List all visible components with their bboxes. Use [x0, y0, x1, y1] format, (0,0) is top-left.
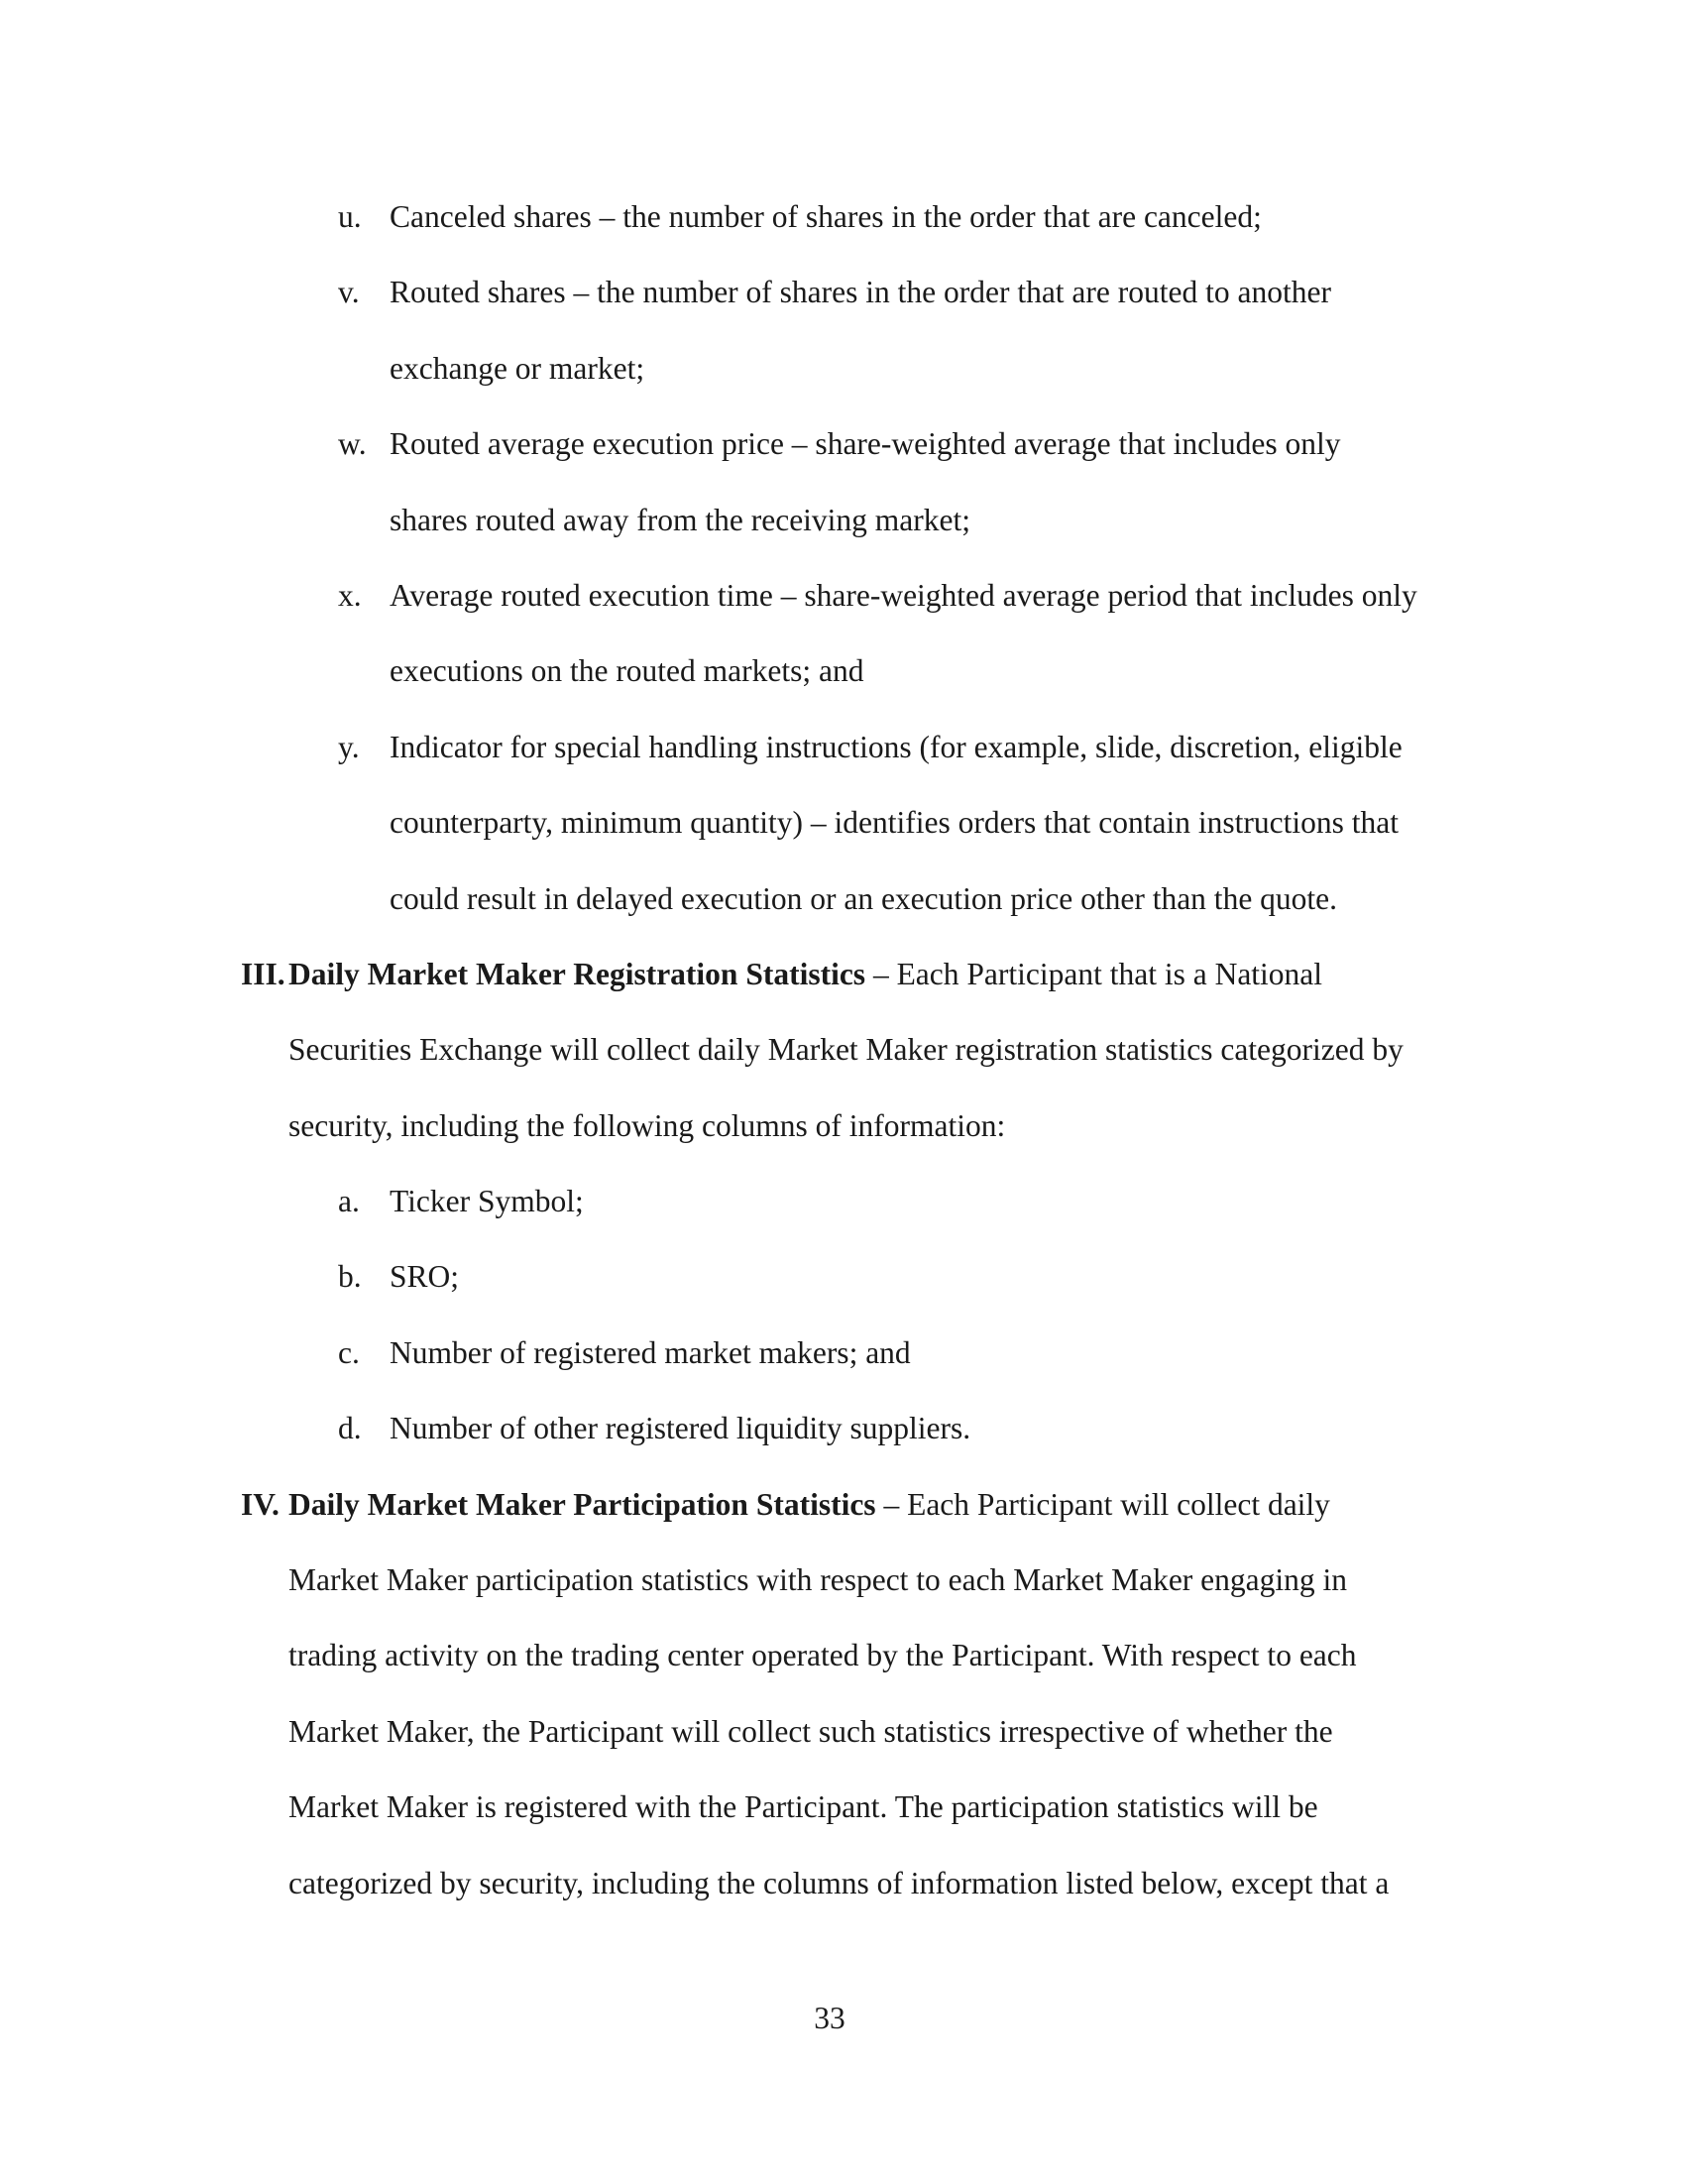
item-label: u. — [338, 199, 362, 234]
item-label: c. — [338, 1334, 360, 1370]
section-3-heading — [0, 937, 1690, 1012]
item-text: counterparty, minimum quantity) – identifies orders that contain instructions that — [390, 805, 1399, 841]
item-text: Number of other registered liquidity suppliers. — [390, 1411, 971, 1446]
section-text: – Each Participant that is a National — [865, 956, 1323, 991]
section-text: trading activity on the trading center operated by the Participant. With respect to each — [288, 1638, 1357, 1673]
item-label: x. — [338, 577, 362, 613]
item-label: y. — [338, 729, 360, 764]
section-text: Market Maker is registered with the Participant. The participation statistics will be — [288, 1789, 1318, 1825]
section-text: Market Maker participation statistics with respect to each Market Maker engaging in — [288, 1562, 1348, 1598]
section-title: Daily Market Maker Participation Statistics — [288, 1486, 876, 1522]
section-text: Securities Exchange will collect daily Market Maker registration statistics categorized by — [288, 1032, 1404, 1068]
item-text: exchange or market; — [390, 350, 645, 386]
section-number: III. — [241, 956, 285, 991]
item-text: could result in delayed execution or an execution price other than the quote. — [390, 880, 1338, 916]
item-label: w. — [338, 426, 367, 462]
section-text: – Each Participant will collect daily — [875, 1486, 1330, 1522]
section-text: security, including the following columns of information: — [288, 1107, 1006, 1143]
section-number: IV. — [241, 1486, 280, 1522]
item-text: Average routed execution time – share-weighted average period that includes only — [390, 577, 1417, 613]
item-label: a. — [338, 1184, 360, 1219]
document-body — [0, 179, 1690, 1921]
item-text: Routed average execution price – share-weighted average that includes only — [390, 426, 1341, 462]
item-text: SRO; — [390, 1259, 460, 1295]
item-text: Indicator for special handling instructions (for example, slide, discretion, eligible — [390, 729, 1403, 764]
item-text: Ticker Symbol; — [390, 1184, 584, 1219]
page-number: 33 — [814, 2001, 845, 2035]
item-text: shares routed away from the receiving market; — [390, 502, 971, 537]
item-text: Canceled shares – the number of shares in the order that are canceled; — [390, 199, 1262, 234]
item-text: executions on the routed markets; and — [390, 653, 864, 689]
item-label: d. — [338, 1411, 362, 1446]
section-text: categorized by security, including the columns of information listed below, except that a — [288, 1865, 1390, 1900]
item-text: Number of registered market makers; and — [390, 1334, 911, 1370]
section-4-heading — [0, 1467, 1690, 1543]
section-text: Market Maker, the Participant will collect such statistics irrespective of whether the — [288, 1713, 1333, 1749]
item-label: v. — [338, 275, 360, 310]
item-text: Routed shares – the number of shares in the order that are routed to another — [390, 275, 1331, 310]
section-title: Daily Market Maker Registration Statistics — [288, 956, 866, 991]
item-label: b. — [338, 1259, 362, 1295]
